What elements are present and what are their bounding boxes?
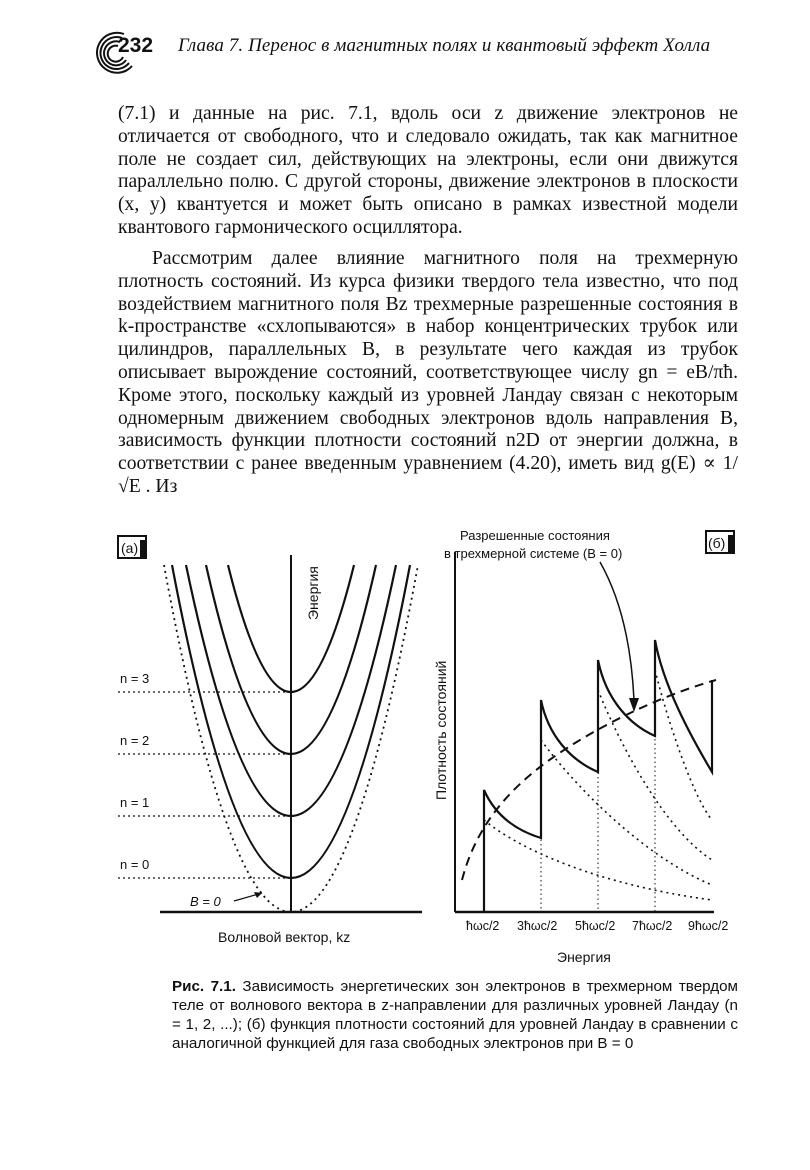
dos-axis-label: Плотность состояний: [433, 660, 449, 800]
level-label-n1: n = 1: [120, 795, 150, 810]
b-zero-label: B = 0: [190, 894, 221, 909]
annotation-arrowhead-icon: [629, 698, 639, 712]
level-label-n2: n = 2: [120, 733, 150, 748]
annotation-line-2: в трехмерной системе (B = 0): [444, 546, 623, 561]
paragraph-2: Рассмотрим далее влияние магнитного поля на трехмерную плотность состояний. Из курса физики твердого тела известно, что под воздействием магнитного поля Bz трехмерные разрешенные состояния в k-пространстве «схлопываются» в набор концентрических трубок или цилиндров, параллельных B, в результате чего каждая из трубок описывает вырождение состояний, соответствующее числу gn = eB/πħ. Кроме этого, поскольку каждый из уровней Ландау связан с некоторым одномерным движением свободных электронов вдоль направления B, зависимость функции плотности состояний n2D от энергии должна, в соответствии с ранее введенным уравнением (4.20), иметь вид g(E) ∝ 1/√E . Из: [118, 248, 738, 497]
landau-dos-curve: [484, 640, 712, 912]
panel-a: [118, 536, 422, 945]
tail-level-1: [541, 740, 712, 885]
page-number: 232: [118, 34, 154, 57]
x-tick-3: 3ħωc/2: [517, 919, 558, 933]
paragraph-1: (7.1) и данные на рис. 7.1, вдоль оси z движение электронов не отличается от свободного, что и следовало ожидать, так как магнитное поле не создает сил, действующих на электроны, если они движутся параллельно полю. С другой стороны, движение электронов в плоскости (x, y) квантуется и может быть описано в рамках известной модели квантового гармонического осциллятора.: [118, 103, 738, 238]
caption-text: Зависимость энергетических зон электронов в трехмерном твердом теле от волнового вектора в z-направлении для различных уровней Ландау (n = 1, 2, ...); (б) функция плотности состояний для уровней Ландау в сравнении с аналогичной функцией для газа свободных электронов при B = 0: [172, 978, 738, 1052]
x-tick-9: 9ħωc/2: [688, 919, 729, 933]
figure-caption: [172, 977, 738, 1053]
x-tick-5: 5ħωc/2: [575, 919, 616, 933]
tail-level-3: [655, 670, 712, 820]
level-label-n0: n = 0: [120, 857, 150, 872]
x-tick-1: ħωc/2: [466, 919, 500, 933]
caption-label: Рис. 7.1.: [172, 978, 236, 995]
x-tick-7: 7ħωc/2: [632, 919, 673, 933]
panel-b-tag: (б): [708, 535, 726, 551]
annotation-arrow: [600, 562, 634, 700]
annotation-line-1: Разрешенные состояния: [460, 528, 610, 543]
wavevector-axis-label: Волновой вектор, kz: [218, 929, 351, 945]
panel-b: [433, 528, 734, 965]
running-header: Глава 7. Перенос в магнитных полях и квантовый эффект Холла: [178, 35, 711, 56]
energy-axis-label: Энергия: [305, 566, 321, 620]
level-label-n3: n = 3: [120, 671, 150, 686]
energy-axis-b-label: Энергия: [557, 949, 611, 965]
panel-a-tag: (а): [121, 540, 139, 556]
